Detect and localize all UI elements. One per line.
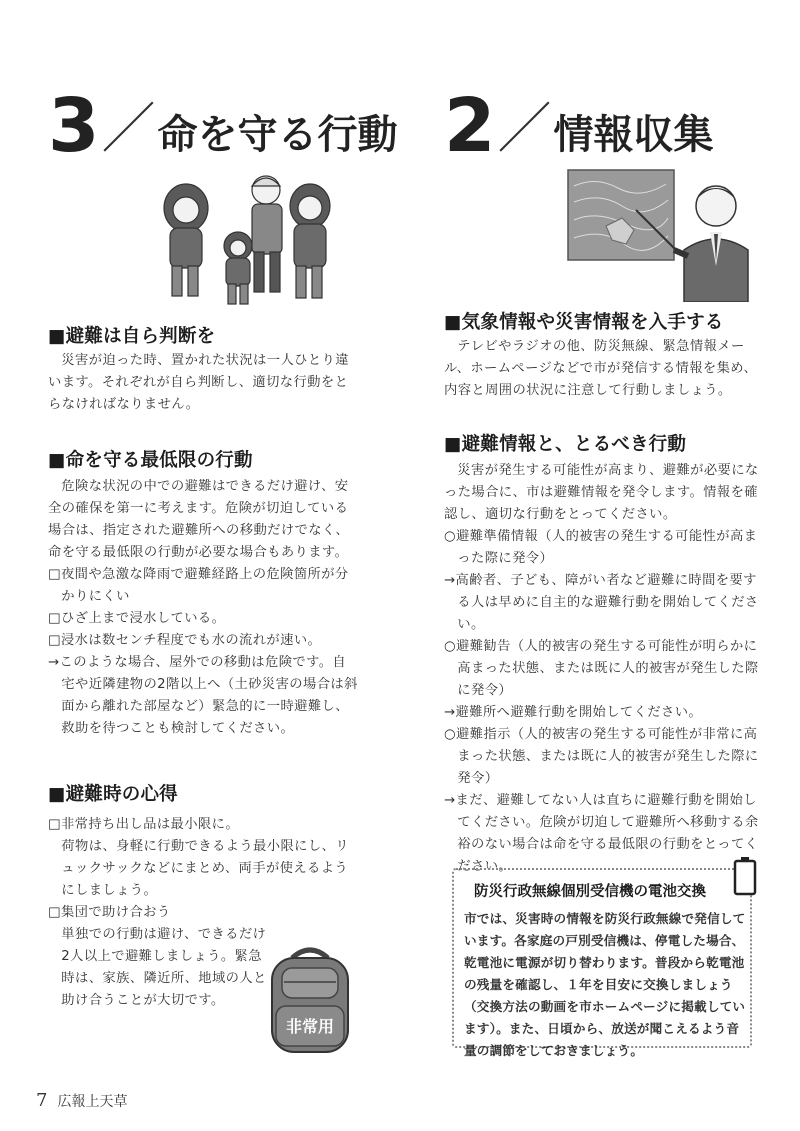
left-sec3-item-text: 荷物は、身軽に行動できるよう最小限にし、リュックサックなどにまとめ、両手が使えるようにしましょう。	[61, 839, 349, 898]
emergency-backpack-illustration	[262, 944, 358, 1056]
right-sec2-item-text: 避難指示（人的被害の発生する可能性が非常に高まった状態、または既に人的被害が発生した際に発令）	[456, 727, 759, 786]
right-sec2-item-text: 避難勧告（人的被害の発生する可能性が明らかに高まった状態、または既に人的被害が発生した際に発令）	[456, 639, 759, 698]
left-sec3-item	[48, 924, 267, 1012]
right-sec2-item-mark: →	[444, 705, 456, 720]
left-sec2-content	[48, 476, 358, 740]
left-sec2-item-mark: →	[48, 655, 60, 670]
page-footer	[36, 1090, 127, 1111]
right-sec2-item-mark: →	[444, 793, 456, 808]
left-sec2-heading: ■命を守る最低限の行動	[48, 450, 253, 471]
left-sec2-body-text: 危険な状況の中での避難はできるだけ避け、安全の確保を第一に考えます。危険が切迫している場合は、指定された避難所への移動だけでなく、命を守る最低限の行動が必要な場合もあります。	[48, 479, 350, 560]
page-number: 7	[36, 1090, 48, 1111]
battery-icon	[733, 856, 757, 896]
right-sec2-item	[444, 570, 760, 636]
right-sec2-item	[444, 790, 760, 878]
left-sec2-body	[48, 476, 358, 564]
left-sec2-item	[48, 630, 358, 652]
right-sec1-body-text: テレビやラジオの他、防災無線、緊急情報メール、ホームページなどで市が発信する情報を集め、内容と周囲の状況に注意して行動しましょう。	[444, 339, 758, 398]
left-sec2-item-mark: □	[48, 633, 61, 648]
right-sec2-item-mark: →	[444, 573, 456, 588]
battery-notice-title: 防災行政無線個別受信機の電池交換	[474, 884, 706, 900]
left-sec2-item	[48, 564, 358, 608]
right-sec2-item-text: まだ、避難してない人は直ちに避難行動を開始してください。危険が切迫して避難所へ移動する余裕のない場合は命を守る最低限の行動をとってください。	[455, 793, 759, 874]
left-sec2-item-text: 浸水は数センチ程度でも水の流れが速い。	[60, 633, 322, 648]
right-sec2-item	[444, 526, 760, 570]
right-sec1-body	[444, 336, 760, 402]
left-sec1-heading: ■避難は自ら判断を	[48, 326, 216, 347]
left-sec3-heading: ■避難時の心得	[48, 784, 178, 805]
backpack-label: 非常用	[285, 1017, 335, 1036]
right-sec2-item	[444, 724, 760, 790]
left-sec3-item	[48, 836, 358, 902]
right-title-text: 情報収集	[553, 112, 714, 158]
left-sec1-body	[48, 350, 358, 416]
left-sec2-item-text: 夜間や急激な降雨で避難経路上の危険箇所が分かりにくい	[60, 567, 349, 604]
left-sec2-item-text: ひざ上まで浸水している。	[60, 611, 226, 626]
left-sec3-item-mark: □	[48, 817, 61, 832]
left-title-text: 命を守る行動	[157, 112, 398, 158]
right-page-title	[444, 83, 714, 169]
left-title-slash: ／	[101, 97, 156, 160]
right-sec2-body-text: 災害が発生する可能性が高まり、避難が必要になった場合に、市は避難情報を発令します。情報を確認し、適切な行動をとってください。	[444, 463, 759, 522]
right-title-number: 2	[444, 83, 496, 169]
evacuating-family-illustration	[158, 168, 358, 308]
right-sec2-content	[444, 460, 760, 878]
left-sec3-item	[48, 814, 358, 836]
left-page-title	[48, 83, 398, 169]
left-sec2-item	[48, 652, 358, 740]
right-sec2-item	[444, 636, 760, 702]
right-sec2-item-text: 避難準備情報（人的被害の発生する可能性が高まった際に発令）	[456, 529, 758, 566]
right-sec2-item-mark: ○	[444, 727, 457, 742]
left-sec2-item-text: このような場合、屋外での移動は危険です。自宅や近隣建物の2階以上へ（土砂災害の場合は斜面から離れた部屋など）緊急的に一時避難し、救助を待つことも検討してください。	[59, 655, 358, 736]
right-sec2-heading: ■避難情報と、とるべき行動	[444, 434, 687, 455]
left-sec2-item-mark: □	[48, 611, 61, 626]
right-sec2-item	[444, 702, 760, 724]
left-sec1-body-text: 災害が迫った時、置かれた状況は一人ひとり違います。それぞれが自ら判断し、適切な行動をとらなければなりません。	[48, 353, 349, 412]
left-sec3-item-text: 集団で助け合おう	[60, 905, 171, 920]
left-sec3-item-mark: □	[48, 905, 61, 920]
left-sec2-item-mark: □	[48, 567, 61, 582]
right-sec2-item-text: 高齢者、子ども、障がい者など避難に時間を要する人は早めに自主的な避難行動を開始してください。	[455, 573, 759, 632]
publication-name: 広報上天草	[57, 1094, 128, 1110]
left-sec2-item	[48, 608, 358, 630]
weather-presenter-illustration	[566, 166, 752, 302]
left-sec3-item-text: 単独での行動は避け、できるだけ2人以上で避難しましょう。緊急時は、家族、隣近所、地域の人と助け合うことが大切です。	[61, 927, 267, 1008]
right-sec2-item-text: 避難所へ避難行動を開始してください。	[455, 705, 703, 720]
battery-notice-body: 市では、災害時の情報を防災行政無線で発信しています。各家庭の戸別受信機は、停電した場合、乾電池に電源が切り替わります。普段から乾電池の残量を確認し、１年を目安に交換しましょう（交換方法の動画を市ホームページに掲載しています）。また、日頃から、放送が聞こえるよう音量の調節をしておきましょう。	[464, 911, 746, 1058]
right-sec2-item-mark: ○	[444, 529, 457, 544]
left-title-number: 3	[48, 83, 100, 169]
left-sec3-item	[48, 902, 358, 924]
right-title-slash: ／	[497, 97, 552, 160]
left-sec3-item-text: 非常持ち出し品は最小限に。	[60, 817, 240, 832]
right-sec2-body	[444, 460, 760, 526]
right-sec1-heading: ■気象情報や災害情報を入手する	[444, 312, 724, 333]
right-sec2-item-mark: ○	[444, 639, 457, 654]
battery-notice-box	[452, 868, 752, 1058]
